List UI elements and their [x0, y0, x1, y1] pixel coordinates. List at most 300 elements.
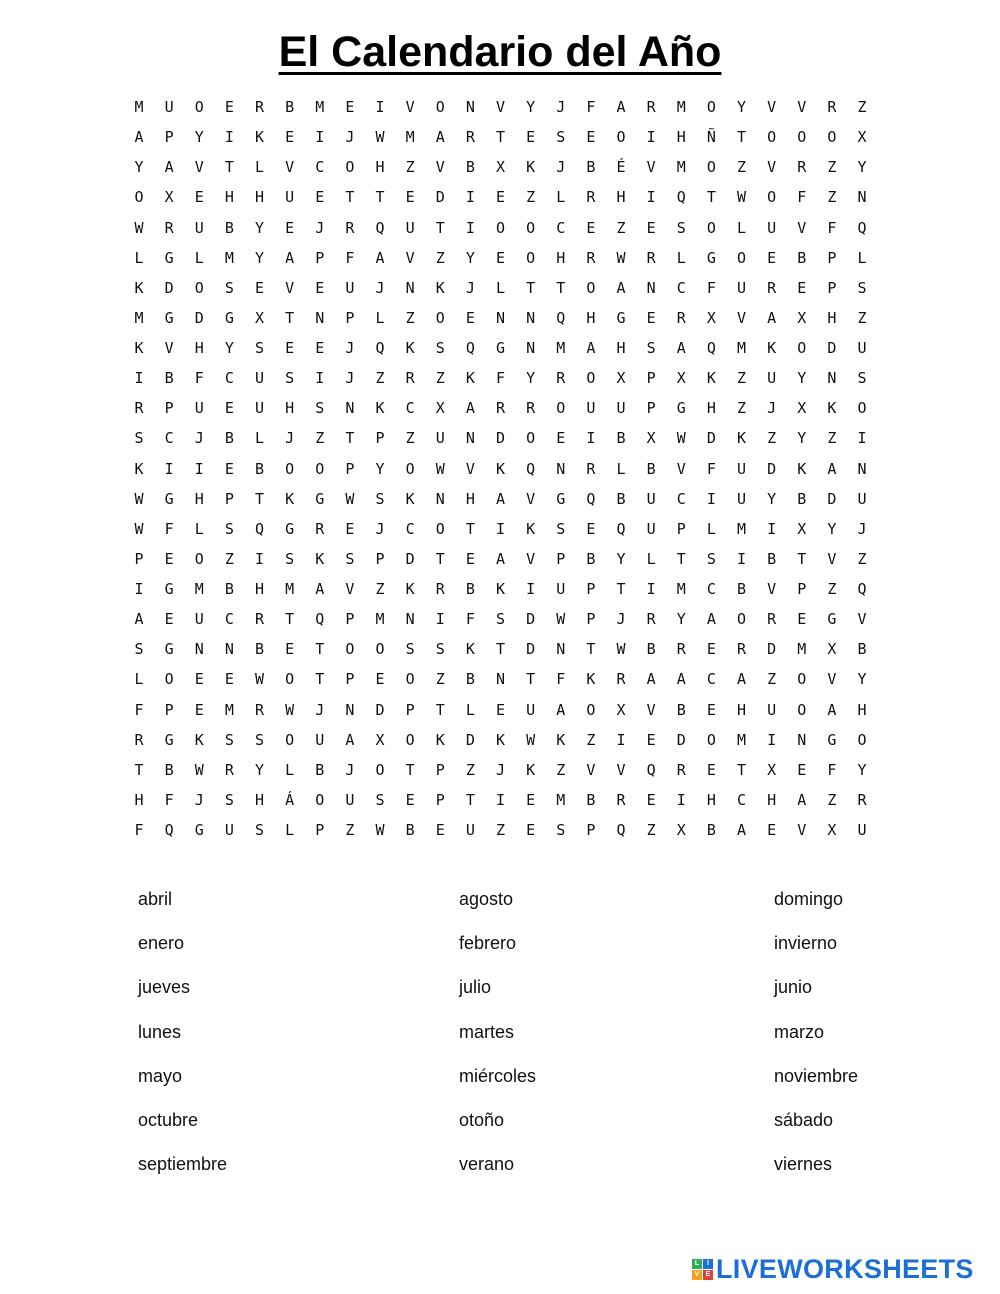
grid-letter[interactable]: B: [164, 760, 174, 779]
grid-letter[interactable]: E: [345, 519, 355, 538]
grid-letter[interactable]: A: [676, 670, 686, 689]
grid-letter[interactable]: I: [496, 519, 506, 538]
grid-letter[interactable]: K: [586, 670, 596, 689]
grid-letter[interactable]: J: [375, 519, 385, 538]
grid-letter[interactable]: P: [646, 369, 656, 388]
grid-letter[interactable]: N: [526, 339, 536, 358]
grid-letter[interactable]: T: [737, 128, 747, 147]
grid-letter[interactable]: G: [496, 339, 506, 358]
grid-letter[interactable]: O: [435, 519, 445, 538]
grid-letter[interactable]: M: [676, 158, 686, 177]
grid-letter[interactable]: K: [255, 128, 265, 147]
grid-letter[interactable]: S: [224, 278, 234, 297]
grid-letter[interactable]: L: [194, 248, 204, 267]
grid-letter[interactable]: G: [164, 489, 174, 508]
grid-letter[interactable]: N: [194, 640, 204, 659]
grid-letter[interactable]: B: [255, 459, 265, 478]
grid-letter[interactable]: M: [134, 98, 144, 117]
grid-letter[interactable]: L: [556, 188, 566, 207]
grid-letter[interactable]: O: [496, 218, 506, 237]
grid-letter[interactable]: S: [646, 339, 656, 358]
grid-letter[interactable]: O: [194, 278, 204, 297]
grid-letter[interactable]: M: [556, 790, 566, 809]
grid-letter[interactable]: U: [767, 700, 777, 719]
grid-letter[interactable]: J: [345, 128, 355, 147]
grid-letter[interactable]: A: [556, 700, 566, 719]
grid-letter[interactable]: B: [224, 429, 234, 448]
grid-letter[interactable]: Z: [465, 760, 475, 779]
grid-letter[interactable]: L: [194, 519, 204, 538]
grid-letter[interactable]: S: [556, 821, 566, 840]
grid-letter[interactable]: W: [435, 459, 445, 478]
grid-letter[interactable]: K: [405, 489, 415, 508]
grid-letter[interactable]: V: [827, 549, 837, 568]
grid-letter[interactable]: O: [797, 339, 807, 358]
grid-letter[interactable]: V: [797, 821, 807, 840]
grid-letter[interactable]: E: [496, 188, 506, 207]
grid-letter[interactable]: D: [767, 640, 777, 659]
grid-letter[interactable]: D: [827, 339, 837, 358]
grid-letter[interactable]: O: [706, 730, 716, 749]
grid-letter[interactable]: O: [586, 369, 596, 388]
grid-letter[interactable]: R: [255, 98, 265, 117]
grid-letter[interactable]: P: [586, 821, 596, 840]
word-search-grid[interactable]: [124, 92, 877, 845]
grid-letter[interactable]: F: [827, 760, 837, 779]
grid-letter[interactable]: Q: [526, 459, 536, 478]
grid-letter[interactable]: J: [285, 429, 295, 448]
grid-letter[interactable]: E: [526, 790, 536, 809]
grid-letter[interactable]: K: [767, 339, 777, 358]
grid-letter[interactable]: M: [676, 98, 686, 117]
grid-letter[interactable]: Z: [857, 98, 867, 117]
grid-letter[interactable]: C: [706, 580, 716, 599]
grid-letter[interactable]: U: [194, 610, 204, 629]
grid-letter[interactable]: C: [224, 369, 234, 388]
grid-letter[interactable]: O: [375, 640, 385, 659]
grid-letter[interactable]: B: [616, 429, 626, 448]
grid-letter[interactable]: V: [526, 489, 536, 508]
grid-letter[interactable]: C: [405, 399, 415, 418]
grid-letter[interactable]: P: [676, 519, 686, 538]
grid-letter[interactable]: N: [435, 489, 445, 508]
grid-letter[interactable]: S: [496, 610, 506, 629]
grid-letter[interactable]: S: [676, 218, 686, 237]
grid-letter[interactable]: K: [435, 278, 445, 297]
grid-letter[interactable]: Z: [526, 188, 536, 207]
grid-letter[interactable]: V: [194, 158, 204, 177]
grid-letter[interactable]: K: [315, 549, 325, 568]
grid-letter[interactable]: T: [556, 278, 566, 297]
grid-letter[interactable]: V: [465, 459, 475, 478]
grid-letter[interactable]: S: [255, 339, 265, 358]
grid-letter[interactable]: Y: [224, 339, 234, 358]
grid-letter[interactable]: P: [405, 700, 415, 719]
grid-letter[interactable]: X: [797, 308, 807, 327]
grid-letter[interactable]: A: [767, 308, 777, 327]
grid-letter[interactable]: U: [526, 700, 536, 719]
grid-letter[interactable]: B: [465, 158, 475, 177]
grid-letter[interactable]: Y: [375, 459, 385, 478]
grid-letter[interactable]: S: [857, 369, 867, 388]
grid-letter[interactable]: X: [646, 429, 656, 448]
grid-letter[interactable]: U: [285, 188, 295, 207]
grid-letter[interactable]: J: [465, 278, 475, 297]
grid-letter[interactable]: Y: [857, 158, 867, 177]
grid-letter[interactable]: P: [164, 399, 174, 418]
grid-letter[interactable]: V: [797, 218, 807, 237]
grid-letter[interactable]: G: [194, 821, 204, 840]
grid-letter[interactable]: O: [737, 248, 747, 267]
grid-letter[interactable]: A: [616, 98, 626, 117]
grid-letter[interactable]: T: [435, 549, 445, 568]
grid-letter[interactable]: Z: [827, 429, 837, 448]
grid-letter[interactable]: P: [435, 760, 445, 779]
grid-letter[interactable]: U: [194, 399, 204, 418]
grid-letter[interactable]: R: [556, 369, 566, 388]
grid-letter[interactable]: Y: [797, 369, 807, 388]
grid-letter[interactable]: V: [526, 549, 536, 568]
grid-letter[interactable]: O: [405, 730, 415, 749]
grid-letter[interactable]: I: [465, 188, 475, 207]
grid-letter[interactable]: O: [767, 188, 777, 207]
grid-letter[interactable]: O: [797, 700, 807, 719]
grid-letter[interactable]: J: [767, 399, 777, 418]
grid-letter[interactable]: E: [526, 821, 536, 840]
grid-letter[interactable]: E: [194, 670, 204, 689]
grid-letter[interactable]: E: [646, 218, 656, 237]
grid-letter[interactable]: M: [405, 128, 415, 147]
grid-letter[interactable]: X: [496, 158, 506, 177]
grid-letter[interactable]: I: [164, 459, 174, 478]
grid-letter[interactable]: I: [616, 730, 626, 749]
grid-letter[interactable]: E: [194, 700, 204, 719]
grid-letter[interactable]: U: [164, 98, 174, 117]
grid-letter[interactable]: D: [194, 308, 204, 327]
grid-letter[interactable]: O: [435, 308, 445, 327]
grid-letter[interactable]: K: [405, 580, 415, 599]
grid-letter[interactable]: E: [375, 670, 385, 689]
grid-letter[interactable]: Z: [737, 399, 747, 418]
grid-letter[interactable]: N: [496, 308, 506, 327]
grid-letter[interactable]: L: [375, 308, 385, 327]
grid-letter[interactable]: W: [194, 760, 204, 779]
grid-letter[interactable]: K: [827, 399, 837, 418]
grid-letter[interactable]: O: [194, 98, 204, 117]
grid-letter[interactable]: T: [496, 640, 506, 659]
grid-letter[interactable]: S: [375, 489, 385, 508]
grid-letter[interactable]: I: [857, 429, 867, 448]
grid-letter[interactable]: X: [827, 821, 837, 840]
grid-letter[interactable]: B: [676, 700, 686, 719]
grid-letter[interactable]: S: [134, 640, 144, 659]
grid-letter[interactable]: P: [827, 248, 837, 267]
grid-letter[interactable]: E: [315, 339, 325, 358]
grid-letter[interactable]: D: [706, 429, 716, 448]
grid-letter[interactable]: E: [224, 459, 234, 478]
grid-letter[interactable]: O: [134, 188, 144, 207]
grid-letter[interactable]: E: [405, 188, 415, 207]
grid-letter[interactable]: E: [767, 821, 777, 840]
grid-letter[interactable]: O: [616, 128, 626, 147]
grid-letter[interactable]: V: [285, 158, 295, 177]
grid-letter[interactable]: O: [375, 760, 385, 779]
grid-letter[interactable]: R: [586, 248, 596, 267]
grid-letter[interactable]: N: [405, 278, 415, 297]
grid-letter[interactable]: R: [224, 760, 234, 779]
grid-letter[interactable]: A: [465, 399, 475, 418]
grid-letter[interactable]: H: [465, 489, 475, 508]
grid-letter[interactable]: Z: [857, 308, 867, 327]
grid-letter[interactable]: T: [465, 519, 475, 538]
grid-letter[interactable]: M: [737, 519, 747, 538]
grid-letter[interactable]: C: [676, 278, 686, 297]
grid-letter[interactable]: O: [797, 128, 807, 147]
grid-letter[interactable]: Q: [465, 339, 475, 358]
grid-letter[interactable]: S: [857, 278, 867, 297]
grid-letter[interactable]: R: [676, 760, 686, 779]
grid-letter[interactable]: Z: [224, 549, 234, 568]
grid-letter[interactable]: V: [405, 248, 415, 267]
grid-letter[interactable]: U: [255, 369, 265, 388]
grid-letter[interactable]: U: [435, 429, 445, 448]
grid-letter[interactable]: D: [375, 700, 385, 719]
grid-letter[interactable]: T: [405, 760, 415, 779]
grid-letter[interactable]: P: [164, 128, 174, 147]
grid-letter[interactable]: T: [435, 218, 445, 237]
grid-letter[interactable]: F: [827, 218, 837, 237]
grid-letter[interactable]: N: [315, 308, 325, 327]
grid-letter[interactable]: A: [435, 128, 445, 147]
grid-letter[interactable]: R: [255, 610, 265, 629]
grid-letter[interactable]: O: [285, 670, 295, 689]
grid-letter[interactable]: G: [827, 610, 837, 629]
grid-letter[interactable]: Z: [827, 188, 837, 207]
grid-letter[interactable]: E: [586, 218, 596, 237]
grid-letter[interactable]: G: [224, 308, 234, 327]
grid-letter[interactable]: X: [767, 760, 777, 779]
grid-letter[interactable]: L: [857, 248, 867, 267]
grid-letter[interactable]: S: [435, 339, 445, 358]
grid-letter[interactable]: G: [315, 489, 325, 508]
grid-letter[interactable]: Y: [857, 760, 867, 779]
grid-letter[interactable]: R: [586, 459, 596, 478]
grid-letter[interactable]: H: [255, 188, 265, 207]
grid-letter[interactable]: O: [526, 429, 536, 448]
grid-letter[interactable]: J: [345, 369, 355, 388]
grid-letter[interactable]: E: [706, 760, 716, 779]
grid-letter[interactable]: T: [676, 549, 686, 568]
grid-letter[interactable]: Z: [405, 429, 415, 448]
grid-letter[interactable]: K: [556, 730, 566, 749]
grid-letter[interactable]: H: [194, 489, 204, 508]
grid-letter[interactable]: L: [134, 248, 144, 267]
grid-letter[interactable]: M: [737, 730, 747, 749]
grid-letter[interactable]: T: [526, 278, 536, 297]
grid-letter[interactable]: L: [285, 760, 295, 779]
grid-letter[interactable]: Z: [586, 730, 596, 749]
grid-letter[interactable]: U: [616, 399, 626, 418]
grid-letter[interactable]: J: [315, 218, 325, 237]
grid-letter[interactable]: R: [827, 98, 837, 117]
grid-letter[interactable]: T: [496, 128, 506, 147]
grid-letter[interactable]: P: [345, 610, 355, 629]
grid-letter[interactable]: A: [285, 248, 295, 267]
grid-letter[interactable]: Z: [435, 670, 445, 689]
grid-letter[interactable]: O: [767, 128, 777, 147]
grid-letter[interactable]: K: [285, 489, 295, 508]
grid-letter[interactable]: A: [345, 730, 355, 749]
grid-letter[interactable]: Q: [255, 519, 265, 538]
grid-letter[interactable]: N: [496, 670, 506, 689]
grid-letter[interactable]: L: [646, 549, 656, 568]
grid-letter[interactable]: M: [737, 339, 747, 358]
grid-letter[interactable]: Z: [375, 369, 385, 388]
grid-letter[interactable]: O: [315, 790, 325, 809]
grid-letter[interactable]: K: [526, 158, 536, 177]
grid-letter[interactable]: R: [526, 399, 536, 418]
grid-letter[interactable]: X: [676, 821, 686, 840]
grid-letter[interactable]: E: [706, 640, 716, 659]
grid-letter[interactable]: P: [586, 580, 596, 599]
grid-letter[interactable]: E: [646, 730, 656, 749]
grid-letter[interactable]: Z: [857, 549, 867, 568]
grid-letter[interactable]: L: [737, 218, 747, 237]
grid-letter[interactable]: X: [435, 399, 445, 418]
grid-letter[interactable]: T: [285, 308, 295, 327]
grid-letter[interactable]: U: [857, 821, 867, 840]
grid-letter[interactable]: O: [706, 158, 716, 177]
grid-letter[interactable]: R: [164, 218, 174, 237]
grid-letter[interactable]: R: [435, 580, 445, 599]
grid-letter[interactable]: I: [646, 188, 656, 207]
grid-letter[interactable]: U: [737, 459, 747, 478]
grid-letter[interactable]: H: [857, 700, 867, 719]
grid-letter[interactable]: K: [405, 339, 415, 358]
grid-letter[interactable]: Z: [345, 821, 355, 840]
grid-letter[interactable]: C: [405, 519, 415, 538]
grid-letter[interactable]: N: [465, 429, 475, 448]
grid-letter[interactable]: P: [315, 248, 325, 267]
grid-letter[interactable]: Ñ: [706, 128, 716, 147]
grid-letter[interactable]: I: [255, 549, 265, 568]
grid-letter[interactable]: R: [496, 399, 506, 418]
grid-letter[interactable]: V: [616, 760, 626, 779]
grid-letter[interactable]: R: [255, 700, 265, 719]
grid-letter[interactable]: M: [797, 640, 807, 659]
grid-letter[interactable]: F: [164, 790, 174, 809]
grid-letter[interactable]: L: [255, 158, 265, 177]
grid-letter[interactable]: T: [465, 790, 475, 809]
grid-letter[interactable]: I: [465, 218, 475, 237]
grid-letter[interactable]: P: [556, 549, 566, 568]
grid-letter[interactable]: O: [706, 98, 716, 117]
grid-letter[interactable]: V: [435, 158, 445, 177]
grid-letter[interactable]: S: [345, 549, 355, 568]
grid-letter[interactable]: E: [285, 128, 295, 147]
grid-letter[interactable]: U: [405, 218, 415, 237]
grid-letter[interactable]: R: [797, 158, 807, 177]
grid-letter[interactable]: K: [797, 459, 807, 478]
grid-letter[interactable]: P: [345, 308, 355, 327]
grid-letter[interactable]: O: [556, 399, 566, 418]
grid-letter[interactable]: J: [496, 760, 506, 779]
grid-letter[interactable]: H: [255, 790, 265, 809]
grid-letter[interactable]: D: [526, 640, 536, 659]
grid-letter[interactable]: Y: [526, 98, 536, 117]
grid-letter[interactable]: T: [526, 670, 536, 689]
grid-letter[interactable]: S: [285, 369, 295, 388]
grid-letter[interactable]: K: [526, 760, 536, 779]
grid-letter[interactable]: O: [345, 640, 355, 659]
grid-letter[interactable]: U: [345, 278, 355, 297]
grid-letter[interactable]: I: [586, 429, 596, 448]
grid-letter[interactable]: E: [706, 700, 716, 719]
grid-letter[interactable]: O: [526, 248, 536, 267]
grid-letter[interactable]: A: [164, 158, 174, 177]
grid-letter[interactable]: V: [496, 98, 506, 117]
grid-letter[interactable]: W: [737, 188, 747, 207]
grid-letter[interactable]: U: [345, 790, 355, 809]
grid-letter[interactable]: M: [194, 580, 204, 599]
grid-letter[interactable]: E: [285, 640, 295, 659]
grid-letter[interactable]: C: [224, 610, 234, 629]
grid-letter[interactable]: J: [857, 519, 867, 538]
grid-letter[interactable]: H: [767, 790, 777, 809]
grid-letter[interactable]: T: [255, 489, 265, 508]
grid-letter[interactable]: Q: [616, 821, 626, 840]
grid-letter[interactable]: I: [315, 128, 325, 147]
grid-letter[interactable]: E: [465, 308, 475, 327]
grid-letter[interactable]: Y: [255, 218, 265, 237]
grid-letter[interactable]: E: [405, 790, 415, 809]
grid-letter[interactable]: U: [767, 369, 777, 388]
grid-letter[interactable]: E: [646, 308, 656, 327]
grid-letter[interactable]: S: [255, 821, 265, 840]
grid-letter[interactable]: Z: [767, 429, 777, 448]
grid-letter[interactable]: U: [737, 489, 747, 508]
grid-letter[interactable]: I: [737, 549, 747, 568]
grid-letter[interactable]: S: [255, 730, 265, 749]
grid-letter[interactable]: S: [405, 640, 415, 659]
grid-letter[interactable]: B: [586, 790, 596, 809]
grid-letter[interactable]: U: [737, 278, 747, 297]
grid-letter[interactable]: K: [737, 429, 747, 448]
grid-letter[interactable]: L: [134, 670, 144, 689]
grid-letter[interactable]: Q: [706, 339, 716, 358]
grid-letter[interactable]: Q: [556, 308, 566, 327]
grid-letter[interactable]: A: [676, 339, 686, 358]
grid-letter[interactable]: C: [315, 158, 325, 177]
grid-letter[interactable]: A: [496, 489, 506, 508]
grid-letter[interactable]: O: [164, 670, 174, 689]
grid-letter[interactable]: I: [496, 790, 506, 809]
grid-letter[interactable]: W: [134, 519, 144, 538]
grid-letter[interactable]: A: [375, 248, 385, 267]
grid-letter[interactable]: O: [827, 128, 837, 147]
grid-letter[interactable]: T: [706, 188, 716, 207]
grid-letter[interactable]: E: [797, 760, 807, 779]
grid-letter[interactable]: R: [465, 128, 475, 147]
grid-letter[interactable]: W: [556, 610, 566, 629]
grid-letter[interactable]: U: [646, 489, 656, 508]
grid-letter[interactable]: O: [345, 158, 355, 177]
grid-letter[interactable]: O: [285, 459, 295, 478]
grid-letter[interactable]: M: [375, 610, 385, 629]
grid-letter[interactable]: J: [375, 278, 385, 297]
grid-letter[interactable]: N: [465, 98, 475, 117]
grid-letter[interactable]: U: [857, 489, 867, 508]
